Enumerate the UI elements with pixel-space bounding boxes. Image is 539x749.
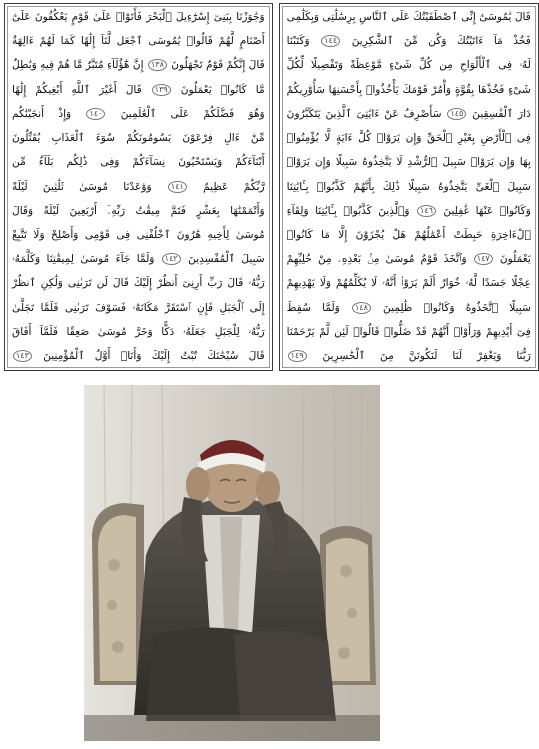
quran-line: [12, 156, 265, 170]
verse-text: رَّبِّكُمْ عَظِيمٌ: [203, 180, 265, 193]
quran-line: [12, 326, 265, 340]
reciter-portrait-icon: [84, 385, 380, 741]
verse-text: إِلَى ٱلْجَبَلِ فَإِنِ ٱسْتَقَرَّ مَكَانَهُۥ فَسَوْفَ تَرَىٰنِى فَلَمَّا تَجَلَّىٰ: [12, 301, 265, 314]
verse-text: بِهَا وَإِن يَرَوْا۟ سَبِيلَ ٱلرُّشْدِ لَا يَتَّخِذُوهُ سَبِيلًا وَإِن يَرَوْا۟: [286, 156, 531, 169]
verse-text: أَصْنَامٍ لَّهُمْ قَالُوا۟ يَٰمُوسَى ٱجْعَل لَّنَآ إِلَٰهًا كَمَا لَهُمْ ءَالِهَةٌ: [12, 35, 265, 48]
quran-line: [12, 59, 265, 73]
quran-line: [12, 350, 265, 364]
quran-line: [12, 181, 265, 195]
verse-text: وَٱتَّخَذَ قَوْمُ مُوسَىٰ مِنۢ بَعْدِهِۦ مِنْ حُلِيِّهِمْ: [286, 253, 467, 266]
mushaf-page-right: [4, 3, 273, 371]
verse-text: قَالَ سُبْحَٰنَكَ تُبْتُ إِلَيْكَ وَأَنَا۠ أَوَّلُ ٱلْمُؤْمِنِينَ: [43, 350, 265, 363]
verse-number-marker: ١٤١: [168, 181, 187, 193]
quran-line: [12, 253, 265, 267]
quran-line: [12, 229, 265, 243]
reciter-photo: [84, 385, 380, 741]
quran-line: [12, 132, 265, 146]
quran-line: [287, 326, 531, 340]
quran-line: [12, 35, 265, 49]
verse-text: وَكَتَبْنَا: [286, 35, 310, 48]
verse-text: ٱلْءَاخِرَةِ حَبِطَتْ أَعْمَٰلُهُمْ هَلْ يُجْزَوْنَ إِلَّا مَا كَانُوا۟: [286, 228, 531, 241]
verse-text: يَعْمَلُونَ: [499, 253, 531, 266]
verse-text: إِنَّ هَٰٓؤُلَآءِ مُتَبَّرٌ مَّا هُمْ فِيهِ وَبَٰطِلٌ: [12, 59, 144, 72]
quran-line: [287, 205, 531, 219]
quran-line: [12, 84, 265, 98]
verse-text: وَوَٰعَدْنَا مُوسَىٰ ثَلَٰثِينَ لَيْلَةً: [12, 180, 152, 193]
verse-number-marker: ١٤٧: [474, 253, 493, 265]
verse-number-marker: ١٤٤: [321, 35, 340, 47]
verse-text: مَّا كَانُوا۟ يَعْمَلُونَ: [180, 83, 265, 96]
verse-text: رَبُّهُۥ قَالَ رَبِّ أَرِنِىٓ أَنظُرْ إِلَيْكَ قَالَ لَن تَرَىٰنِى وَلَٰكِنِ ٱنظُرْ: [12, 277, 265, 290]
mushaf-page-left: [279, 3, 539, 371]
verse-text: رَبُّهُۥ لِلْجَبَلِ جَعَلَهُۥ دَكًّا وَخَرَّ مُوسَىٰ صَعِقًا فَلَمَّآ أَفَاقَ: [12, 325, 265, 338]
verse-number-marker: ١٤٩: [288, 350, 307, 362]
verse-text: سَبِيلَ ٱلْمُفْسِدِينَ: [188, 253, 265, 266]
quran-line: [287, 132, 531, 146]
verse-number-marker: ١٤٨: [352, 302, 371, 314]
quran-line: [287, 229, 531, 243]
verse-number-marker: ١٤٥: [447, 108, 466, 120]
verse-text: رَبُّنَا وَيَغْفِرْ لَنَا لَنَكُونَنَّ مِنَ ٱلْخَٰسِرِينَ: [322, 350, 531, 363]
verse-text: وَٱلَّذِينَ كَذَّبُوا۟ بِـَٔايَٰتِنَا وَلِقَآءِ: [286, 204, 410, 217]
quran-line: [12, 277, 265, 291]
verse-text: مِّنْ ءَالِ فِرْعَوْنَ يَسُومُونَكُمْ سُوٓءَ ٱلْعَذَابِ يُقَتِّلُونَ: [12, 132, 265, 145]
verse-text: قَالَ يَٰمُوسَىٰٓ إِنِّى ٱصْطَفَيْتُكَ عَلَى ٱلنَّاسِ بِرِسَٰلَٰتِى وَبِكَلَٰمِى: [286, 11, 531, 23]
verse-number-marker: ١٣٨: [148, 59, 167, 71]
verse-text: دَارَ ٱلْفَٰسِقِينَ: [472, 107, 531, 120]
verse-text: فِىٓ أَيْدِيهِمْ وَرَأَوْا۟ أَنَّهُمْ قَدْ ضَلُّوا۟ قَالُوا۟ لَئِن لَّمْ يَرْحَمْنَا: [286, 325, 531, 338]
verse-text: أَبْنَآءَكُمْ وَيَسْتَحْيُونَ نِسَآءَكُمْ وَفِى ذَٰلِكُم بَلَآءٌ مِّن: [12, 156, 265, 169]
verse-text: وَجَٰوَزْنَا بِبَنِىٓ إِسْرَٰٓءِيلَ ٱلْبَحْرَ فَأَتَوْا۟ عَلَىٰ قَوْمٍ يَعْكُفُونَ عَلَىٰٓ: [12, 11, 265, 23]
verse-text: سَأَصْرِفُ عَنْ ءَايَٰتِىَ ٱلَّذِينَ يَتَكَبَّرُونَ: [286, 107, 442, 120]
verse-text: وَكَانُوا۟ عَنْهَا غَٰفِلِينَ: [443, 204, 531, 217]
verse-number-marker: ١٤٦: [417, 205, 436, 217]
quran-line: [287, 108, 531, 122]
quran-line: [287, 277, 531, 291]
verse-text: شَىْءٍ فَخُذْهَا بِقُوَّةٍ وَأْمُرْ قَوْمَكَ يَأْخُذُوا۟ بِأَحْسَنِهَا سَأُوْرِيكُمْ: [286, 83, 531, 96]
quran-line: [287, 302, 531, 316]
verse-text: وَلَمَّا سُقِطَ: [286, 301, 340, 314]
verse-text: فَخُذْ مَآ ءَاتَيْتُكَ وَكُن مِّنَ ٱلشَّٰكِرِينَ: [351, 35, 531, 48]
verse-text: وَإِذْ أَنجَيْنَٰكُم: [12, 107, 72, 120]
quran-line: [287, 253, 531, 267]
quran-line: [287, 84, 531, 98]
quran-line: [287, 11, 531, 25]
verse-text: قَالَ إِنَّكُمْ قَوْمٌ تَجْهَلُونَ: [171, 59, 265, 72]
verse-number-marker: ١٤٢: [162, 253, 181, 265]
verse-text: عِجْلًا جَسَدًا لَّهُۥ خُوَارٌ أَلَمْ يَرَوْا۟ أَنَّهُۥ لَا يُكَلِّمُهُمْ وَلَا يَهْدِيهِمْ: [286, 277, 531, 290]
verse-text: وَلَمَّا جَآءَ مُوسَىٰ لِمِيقَٰتِنَا وَكَلَّمَهُۥ: [12, 253, 155, 266]
verse-text: وَأَتْمَمْنَٰهَا بِعَشْرٍ فَتَمَّ مِيقَٰتُ رَبِّهِۦٓ أَرْبَعِينَ لَيْلَةً وَقَالَ: [12, 204, 265, 217]
quran-line: [12, 205, 265, 219]
verse-text: قَالَ أَغَيْرَ ٱللَّهِ أَبْغِيكُمْ إِلَٰهًا: [12, 83, 142, 96]
quran-line: [287, 350, 531, 364]
quran-line: [287, 156, 531, 170]
verse-number-marker: ١٤٣: [13, 350, 32, 362]
verse-text: لَهُۥ فِى ٱلْأَلْوَاحِ مِن كُلِّ شَىْءٍ مَّوْعِظَةً وَتَفْصِيلًا لِّكُلِّ: [286, 59, 531, 72]
verse-text: سَبِيلَ ٱلْغَىِّ يَتَّخِذُوهُ سَبِيلًا ذَٰلِكَ بِأَنَّهُمْ كَذَّبُوا۟ بِـَٔايَٰتِنَا: [286, 180, 531, 193]
verse-text: فِى ٱلْأَرْضِ بِغَيْرِ ٱلْحَقِّ وَإِن يَرَوْا۟ كُلَّ ءَايَةٍ لَّا يُؤْمِنُوا۟: [286, 132, 531, 145]
quran-line: [287, 181, 531, 195]
verse-number-marker: ١٤٠: [86, 108, 105, 120]
quran-line: [12, 302, 265, 316]
mushaf-spread: [4, 3, 531, 371]
quran-line: [287, 35, 531, 49]
verse-number-marker: ١٣٩: [152, 84, 171, 96]
quran-line: [287, 59, 531, 73]
verse-text: سَبِيلًا ٱتَّخَذُوهُ وَكَانُوا۟ ظَٰلِمِينَ: [383, 301, 531, 314]
verse-text: مُوسَىٰ لِأَخِيهِ هَٰرُونَ ٱخْلُفْنِى فِى قَوْمِى وَأَصْلِحْ وَلَا تَتَّبِعْ: [12, 228, 265, 241]
verse-text: وَهُوَ فَضَّلَكُمْ عَلَى ٱلْعَٰلَمِينَ: [120, 107, 265, 120]
quran-line: [12, 108, 265, 122]
quran-line: [12, 11, 265, 25]
